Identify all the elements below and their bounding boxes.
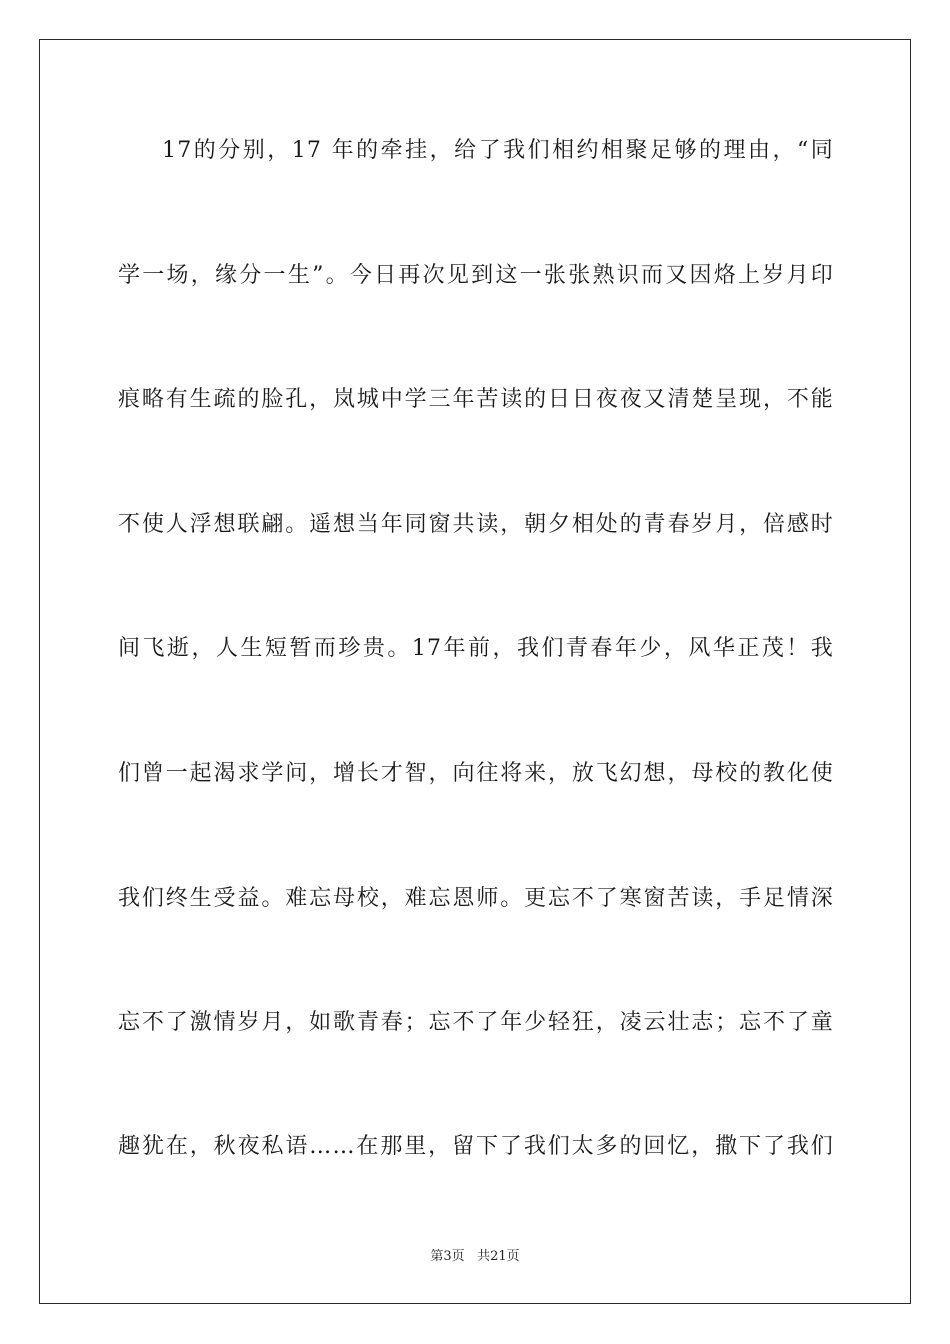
page-number: 第3页	[430, 1249, 465, 1264]
paragraph-line: 痕略有生疏的脸孔，岚城中学三年苦读的日日夜夜又清楚呈现，不能	[118, 387, 834, 412]
paragraph-line: 学一场，缘分一生”。今日再次见到这一张张熟识而又因烙上岁月印	[118, 263, 834, 288]
paragraph-line: 们曾一起渴求学问，增长才智，向往将来，放飞幻想，母校的教化使	[118, 761, 834, 786]
page-total: 共21页	[477, 1249, 520, 1264]
page-border	[39, 39, 911, 1304]
paragraph-line: 忘不了激情岁月，如歌青春；忘不了年少轻狂，凌云壮志；忘不了童	[118, 1010, 834, 1035]
paragraph-line: 不使人浮想联翩。遥想当年同窗共读，朝夕相处的青春岁月，倍感时	[118, 512, 834, 537]
paragraph-line: 趣犹在，秋夜私语……在那里，留下了我们太多的回忆，撒下了我们	[118, 1134, 834, 1159]
page-footer	[0, 1249, 950, 1265]
paragraph-line: 我们终生受益。难忘母校，难忘恩师。更忘不了寒窗苦读，手足情深	[118, 886, 834, 911]
paragraph-line: 17的分别，17 年的牵挂，给了我们相约相聚足够的理由，“同	[162, 138, 834, 163]
paragraph-line: 间飞逝，人生短暂而珍贵。17年前，我们青春年少，风华正茂！我	[118, 636, 834, 661]
